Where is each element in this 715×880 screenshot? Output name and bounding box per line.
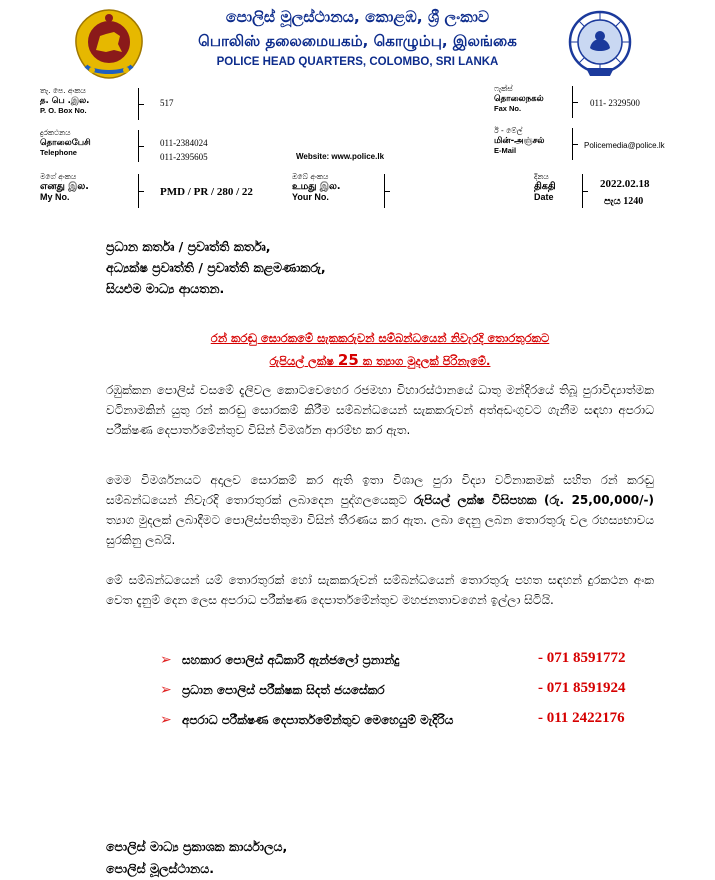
your-no-label: ඔබේ අංකය உமது இல. Your No. [292, 172, 341, 202]
contact-name: ප්‍රධාන පොලිස් පරීක්ෂක සිදත් ජයසේකර [182, 683, 385, 697]
subject-line-1: රන් කරඬු සොරකමේ සැකකරුවන් සම්බන්ධයෙන් නිවැරදි තොරතුරකට [210, 331, 550, 345]
body-paragraph-1: රඹුක්කන පොලිස් වසමේ දැලිවල කොටවෙහෙර රජමහා විහාරස්ථානයේ ධාතු මන්දිරයේ තිබූ පුරාවිද්‍යාත්මක වටිනාමකින් යුතු රන් කරඬු සොරකම් කිරීම සම්බන්ධයෙන් සැකකරුවන් අත්අඩංගුවට ගැනීම සඳහා අපරාධ පරීක්ෂණ දෙපාර්තමේන්තුව විසින් විමර්ශන ආරම්භ කර ඇත. [106, 383, 654, 437]
po-box-value: 517 [160, 98, 174, 108]
header-title-english: POLICE HEAD QUARTERS, COLOMBO, SRI LANKA [216, 56, 499, 68]
telephone-label: දුරකථනය தொலைபேசி Telephone [40, 128, 91, 157]
addressee-line: ප්‍රධාන කර්තෘ / ප්‍රවෘත්ති කර්තෘ, [106, 239, 271, 254]
contact-row [160, 710, 660, 734]
po-box-label: තැ. පෙ. අංකය த. பெ .இல. P. O. Box No. [40, 86, 90, 115]
brace [572, 128, 573, 160]
telephone-value-2: 011-2395605 [160, 152, 208, 162]
footer-line: පොලිස් මූලස්ථානය. [106, 861, 214, 876]
arrow-bullet-icon: ➢ [160, 682, 172, 698]
footer-line: පොලිස් මාධ්‍ය ප්‍රකාශක කාර්යාලය, [106, 839, 288, 854]
arrow-bullet-icon: ➢ [160, 712, 172, 728]
fax-label: ෆැක්ස් தொலைநகல் Fax No. [494, 84, 544, 113]
my-no-label: මගේ අංකය எனது இல. My No. [40, 172, 89, 202]
contact-number: - 011 2422176 [538, 710, 625, 726]
body-paragraph-2: මෙම විමර්ශනයට අදාලව සොරකම් කර ඇති ඉතා විශාල පුරා විද්‍යා වටිනාකමක් සහිත රන් කරඬු සම්බන්ධයෙන් නිවැරදි තොරතුරක් ලබාදෙන පුද්ගලයෙකුට රුපියල් ලක්ෂ විසිපහක (රු. 25,00,000/-) ත්‍යාග මුදලක් ලබාදීමට පොලිස්පතිතුමා විසින් තීරණය කර ඇත. ලබා දෙනු ලබන තොරතුරු වල රහස්‍යභාවය සුරකිනු ලබයි. [106, 473, 654, 547]
email-label: ඊ - මේල් மின்-அஞ்சல் E-Mail [494, 126, 545, 155]
brace [138, 88, 139, 120]
header-title-tamil: பொலிஸ் தலைமையகம், கொழும்பு, இலங்கை [198, 32, 517, 50]
contact-row [160, 650, 660, 674]
fax-value: 011- 2329500 [590, 98, 640, 108]
addressee-block [106, 236, 326, 299]
time-value: පැය 1240 [604, 196, 644, 207]
arrow-bullet-icon: ➢ [160, 652, 172, 668]
header-title-sinhala: පොලිස් මූලස්ථානය, කොළඹ, ශ්‍රී ලංකාව [225, 8, 490, 26]
brace [582, 174, 583, 208]
body-paragraph-3: මේ සම්බන්ධයෙන් යම් තොරතුරක් හෝ සැකකරුවන් සම්බන්ධයෙන් තොරතුරු පහත සඳහන් දුරකථන අංක වෙත දැනුම් දෙන ලෙස අපරාධ පරීක්ෂණ දෙපාර්තමේන්තුව මහජනතාවගෙන් ඉල්ලා සිටියි. [106, 573, 654, 607]
contact-row [160, 680, 660, 704]
addressee-line: අධ්‍යක්ෂ ප්‍රවෘත්ති / ප්‍රවෘත්ති කළමණාකරු, [106, 260, 326, 275]
date-label: දිනය திகதி Date [534, 172, 556, 202]
subject-line-2: රුපියල් ලක්ෂ 25 ක ත්‍යාග මුදලක් පිරිනැමේ. [269, 351, 491, 369]
contact-number: - 071 8591772 [538, 650, 626, 666]
contact-name: අපරාධ පරීක්ෂණ දෙපාර්තමේන්තුව මෙහෙයුම් මැදිරිය [182, 713, 454, 727]
addressee-line: සියළුම මාධ්‍ය ආයතන. [106, 281, 225, 296]
footer-signature [106, 836, 287, 880]
brace [138, 130, 139, 162]
brace [572, 86, 573, 118]
contact-number: - 071 8591924 [538, 680, 626, 696]
contact-name: සහකාර පොලිස් අධිකාරි ඇන්ජලෝ ප්‍රනාන්දු [182, 653, 400, 667]
brace [138, 174, 139, 208]
brace [384, 174, 385, 208]
my-no-value: PMD / PR / 280 / 22 [160, 186, 253, 198]
date-value: 2022.02.18 [600, 178, 650, 190]
telephone-value-1: 011-2384024 [160, 138, 208, 148]
email-value: Policemedia@police.lk [584, 141, 665, 150]
website-text: Website: www.police.lk [296, 152, 385, 161]
